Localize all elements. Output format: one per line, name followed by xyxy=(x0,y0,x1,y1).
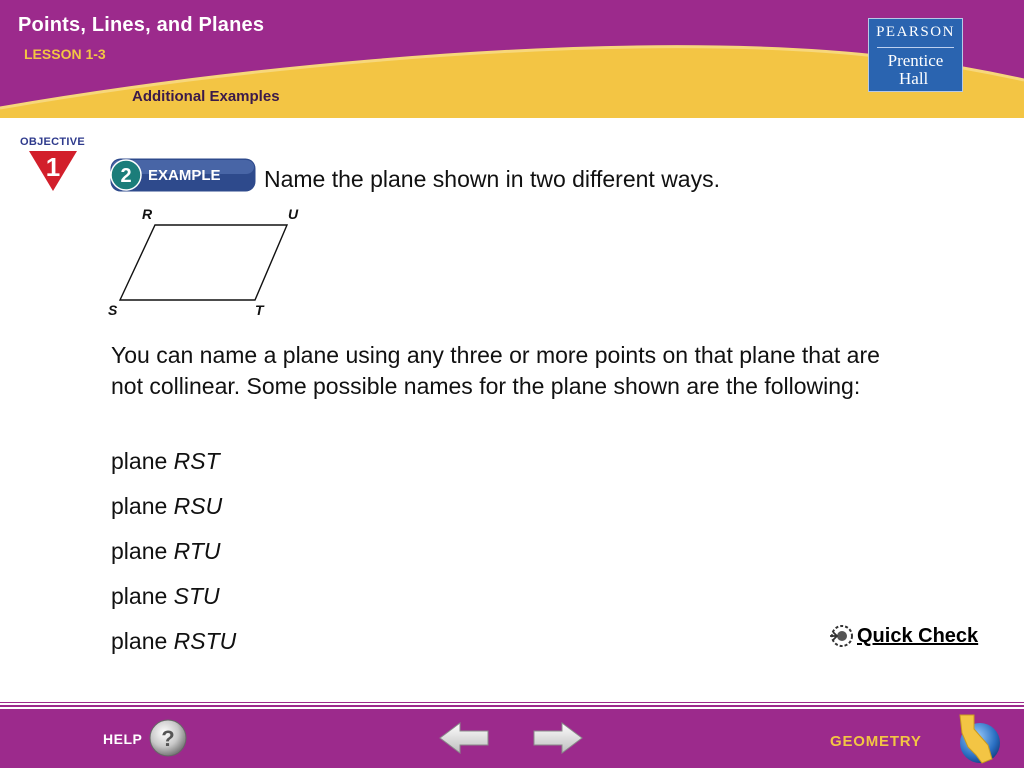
example-badge-icon xyxy=(110,158,256,192)
objective-number: 1 xyxy=(45,152,61,182)
footer-divider xyxy=(0,705,1024,707)
plane-name: RSU xyxy=(173,493,223,519)
plane-name: RTU xyxy=(173,538,221,564)
header-banner xyxy=(0,0,1024,118)
lesson-title: Points, Lines, and Planes xyxy=(18,14,265,36)
plane-name: RST xyxy=(173,448,220,474)
quick-check-label[interactable]: Quick Check xyxy=(857,624,979,647)
footer-bar xyxy=(0,709,1024,768)
logo-pearson-text: PEARSON xyxy=(876,24,955,40)
plane-name-item: plane RST xyxy=(111,448,220,474)
point-label-t: T xyxy=(255,302,264,318)
footer-divider xyxy=(0,702,1024,703)
logo-divider xyxy=(877,47,954,48)
logo-prentice-text: Prentice xyxy=(887,51,944,70)
logo-hall-text: Hall xyxy=(899,69,929,88)
plane-diagram xyxy=(100,200,320,325)
point-label-s: S xyxy=(108,302,118,318)
back-arrow-icon[interactable] xyxy=(438,721,490,755)
pearson-prentice-hall-logo xyxy=(868,18,963,92)
section-title: Additional Examples xyxy=(132,88,280,105)
plane-name-item: plane STU xyxy=(111,583,220,609)
explanation-text: You can name a plane using any three or more points on that plane that are not collinear. Some possible names for the plane shown are the following: xyxy=(111,342,880,399)
plane-name-item: plane RTU xyxy=(111,538,221,564)
subject-label: GEOMETRY xyxy=(830,733,922,750)
plane-name-item: plane RSTU xyxy=(111,628,237,654)
example-label: EXAMPLE xyxy=(148,167,221,184)
objective-label: OBJECTIVE xyxy=(20,136,86,148)
plane-parallelogram xyxy=(120,225,287,300)
quick-check-icon xyxy=(828,623,854,649)
objective-1-badge-icon xyxy=(28,150,78,192)
plane-name: RSTU xyxy=(173,628,237,654)
example-question: Name the plane shown in two different ways. xyxy=(264,166,720,192)
point-label-r: R xyxy=(142,206,153,222)
help-question-mark: ? xyxy=(161,726,175,751)
help-label[interactable]: HELP xyxy=(103,731,143,747)
forward-arrow-icon[interactable] xyxy=(532,721,584,755)
example-number: 2 xyxy=(120,165,132,187)
point-label-u: U xyxy=(288,206,299,222)
plane-name-item: plane RSU xyxy=(111,493,223,519)
lesson-number: LESSON 1-3 xyxy=(24,46,106,62)
plane-name: STU xyxy=(173,583,220,609)
california-globe-icon xyxy=(952,711,1004,767)
quick-check-link[interactable] xyxy=(828,621,978,651)
help-icon[interactable] xyxy=(148,718,188,758)
